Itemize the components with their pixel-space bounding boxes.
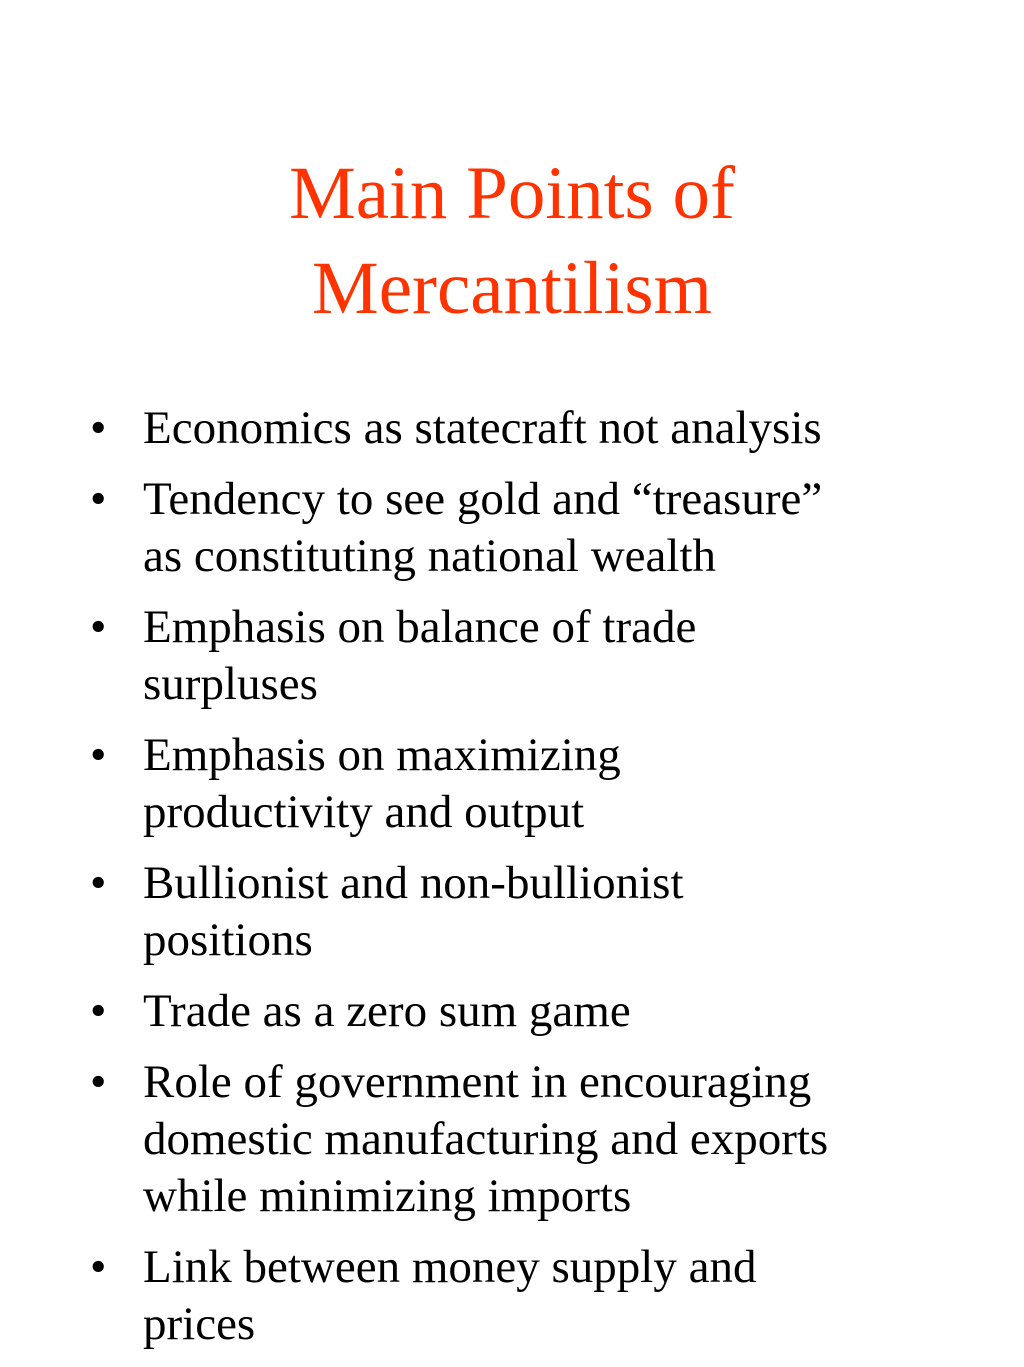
bullet-dot-icon: •: [90, 857, 107, 909]
bullet-item: [90, 400, 990, 457]
bullet-text: Emphasis on maximizing productivity and output: [143, 729, 621, 838]
bullet-item: [90, 855, 990, 969]
bullet-text: Link between money supply and prices: [143, 1241, 757, 1350]
bullet-dot-icon: •: [90, 601, 107, 653]
bullet-item: [90, 983, 990, 1040]
bullet-item: [90, 599, 990, 713]
bullet-text: Trade as a zero sum game: [143, 985, 631, 1037]
slide-title: [0, 146, 1024, 336]
bullet-dot-icon: •: [90, 402, 107, 454]
bullet-text: Bullionist and non-bullionist positions: [143, 857, 684, 966]
slide-title-line-1: Main Points of: [289, 152, 735, 235]
slide-title-line-2: Mercantilism: [312, 247, 712, 330]
bullet-dot-icon: •: [90, 1056, 107, 1108]
bullet-dot-icon: •: [90, 473, 107, 525]
bullet-dot-icon: •: [90, 1241, 107, 1293]
bullet-text: Emphasis on balance of trade surpluses: [143, 601, 697, 710]
bullet-item: [90, 1054, 990, 1225]
bullet-list: [90, 400, 990, 1367]
bullet-text: Role of government in encouraging domestic manufacturing and exports while minimizing imports: [143, 1056, 829, 1222]
bullet-dot-icon: •: [90, 729, 107, 781]
bullet-text: Economics as statecraft not analysis: [143, 402, 822, 454]
bullet-item: [90, 471, 990, 585]
bullet-item: [90, 1239, 990, 1353]
bullet-dot-icon: •: [90, 985, 107, 1037]
bullet-item: [90, 727, 990, 841]
bullet-text: Tendency to see gold and “treasure” as constituting national wealth: [143, 473, 823, 582]
